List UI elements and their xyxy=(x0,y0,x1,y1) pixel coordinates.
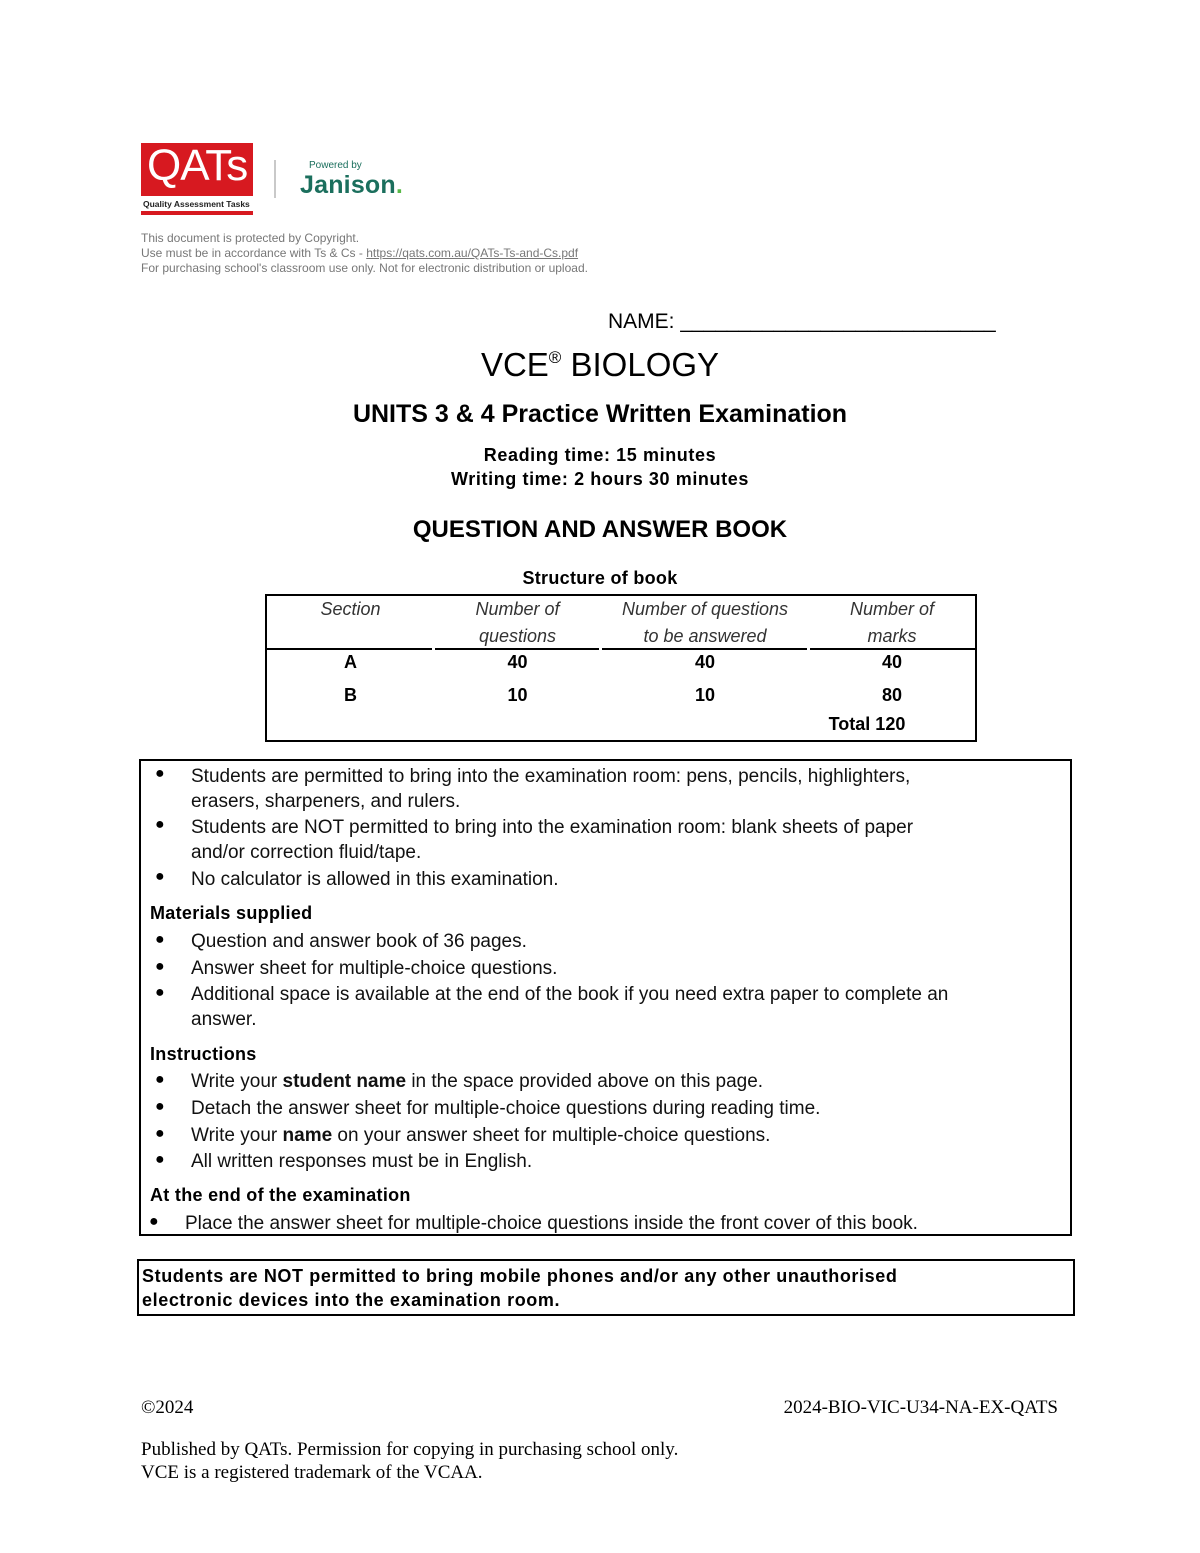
bullet-icon: ● xyxy=(155,1071,165,1088)
janison-logo xyxy=(300,171,403,200)
header-marks xyxy=(809,596,975,650)
row-a-section: A xyxy=(344,652,357,672)
structure-caption: Structure of book xyxy=(522,568,678,588)
header-questions-line2: questions xyxy=(478,626,557,646)
bullet-icon: ● xyxy=(155,1098,165,1115)
qats-logo xyxy=(141,143,253,215)
warning-line2: electronic devices into the examination room. xyxy=(142,1290,561,1310)
bullet-icon: ● xyxy=(155,1125,165,1142)
header-answered xyxy=(601,596,809,650)
bullet-icon: ● xyxy=(155,816,165,833)
name-field[interactable]: NAME: ___________________________ xyxy=(608,310,996,333)
warning-line1: Students are NOT permitted to bring mobile phones and/or any other unauthorised xyxy=(142,1266,898,1286)
header-rule xyxy=(435,648,599,650)
row-b-marks: 80 xyxy=(881,685,903,705)
instr3-bold: name xyxy=(282,1125,333,1146)
instruction-item-4: All written responses must be in English. xyxy=(191,1151,533,1172)
page-title xyxy=(0,346,1200,384)
row-b-section: B xyxy=(344,685,357,705)
footer-code: 2024-BIO-VIC-U34-NA-EX-QATS xyxy=(783,1397,1058,1418)
header-marks-line1: Number of xyxy=(849,599,935,619)
bullet-icon: ● xyxy=(155,1151,165,1168)
materials-item-3-line2: answer. xyxy=(191,1009,257,1030)
qats-logo-bar xyxy=(141,211,253,215)
bullet-icon: ● xyxy=(155,931,165,948)
header-rule xyxy=(267,648,432,650)
qats-logo-text: QATs xyxy=(147,141,248,190)
materials-heading: Materials supplied xyxy=(150,903,313,923)
row-a-answered: 40 xyxy=(694,652,716,672)
bullet-icon: ● xyxy=(155,765,165,782)
end-heading: At the end of the examination xyxy=(150,1185,411,1205)
copyright-notice-line1: This document is protected by Copyright. xyxy=(141,231,360,245)
instructions-heading: Instructions xyxy=(150,1044,257,1064)
permitted-item-2-line1: Students are NOT permitted to bring into the examination room: blank sheets of paper xyxy=(191,817,914,838)
row-b-questions: 10 xyxy=(507,685,528,705)
row-a-marks: 40 xyxy=(881,652,903,672)
instruction-item-3 xyxy=(191,1123,770,1148)
registered-mark: ® xyxy=(548,348,562,367)
header-section xyxy=(267,596,434,623)
writing-time: Writing time: 2 hours 30 minutes xyxy=(451,469,749,489)
header-answered-line2: to be answered xyxy=(643,626,767,646)
instr1-text: Write your xyxy=(191,1071,283,1092)
structure-table xyxy=(265,594,977,742)
header-rule xyxy=(602,648,807,650)
terms-prefix: Use must be in accordance with Ts & Cs - xyxy=(141,246,367,260)
warning-box xyxy=(137,1259,1075,1316)
instruction-item-1 xyxy=(191,1069,763,1094)
reading-time: Reading time: 15 minutes xyxy=(483,445,717,465)
header-answered-line1: Number of questions xyxy=(621,599,789,619)
materials-item-3-line1: Additional space is available at the end of the book if you need extra paper to complete an xyxy=(191,984,949,1005)
header-rule xyxy=(810,648,975,650)
footer-copyright: ©2024 xyxy=(141,1397,194,1418)
instr3-text: Write your xyxy=(191,1125,283,1146)
materials-item-2: Answer sheet for multiple-choice questions. xyxy=(191,958,558,979)
janison-text: Janison xyxy=(300,171,396,199)
header-marks-line2: marks xyxy=(867,626,917,646)
book-title: QUESTION AND ANSWER BOOK xyxy=(412,516,788,543)
instructions-box xyxy=(139,759,1072,1236)
instr1-text-end: in the space provided above on this page. xyxy=(406,1071,764,1092)
header-questions xyxy=(434,596,601,650)
janison-dot: . xyxy=(395,171,404,199)
title-vce: VCE xyxy=(480,346,549,383)
qats-tagline: Quality Assessment Tasks xyxy=(143,199,250,209)
end-item-1: Place the answer sheet for multiple-choice questions inside the front cover of this book. xyxy=(185,1213,918,1234)
bullet-icon: ● xyxy=(155,984,165,1001)
permitted-item-3: No calculator is allowed in this examination. xyxy=(191,869,559,890)
materials-item-1: Question and answer book of 36 pages. xyxy=(191,931,527,952)
title-subject: BIOLOGY xyxy=(561,346,720,383)
total-marks: Total 120 xyxy=(828,714,906,734)
exam-subtitle: UNITS 3 & 4 Practice Written Examination xyxy=(352,400,848,428)
row-b-answered: 10 xyxy=(694,685,716,705)
bullet-icon: ● xyxy=(155,958,165,975)
row-a-questions: 40 xyxy=(507,652,528,672)
footer-trademark: VCE is a registered trademark of the VCAA. xyxy=(141,1462,483,1483)
bullet-icon: ● xyxy=(149,1213,159,1230)
instr3-text-end: on your answer sheet for multiple-choice questions. xyxy=(332,1125,771,1146)
copyright-notice-line2 xyxy=(141,246,578,260)
instruction-item-2: Detach the answer sheet for multiple-choice questions during reading time. xyxy=(191,1098,821,1119)
powered-by-label: Powered by xyxy=(309,160,362,171)
copyright-notice-line3: For purchasing school's classroom use only. Not for electronic distribution or upload. xyxy=(141,261,588,275)
bullet-icon: ● xyxy=(155,868,165,885)
header-questions-line1: Number of xyxy=(475,599,560,619)
permitted-item-1-line2: erasers, sharpeners, and rulers. xyxy=(191,791,461,812)
terms-link[interactable]: https://qats.com.au/QATs-Ts-and-Cs.pdf xyxy=(366,246,579,260)
logo-divider xyxy=(274,160,276,198)
instr1-bold: student name xyxy=(282,1071,407,1092)
header-section-line1: Section xyxy=(320,599,381,619)
footer-published: Published by QATs. Permission for copying in purchasing school only. xyxy=(141,1439,679,1460)
permitted-item-2-line2: and/or correction fluid/tape. xyxy=(191,842,422,863)
permitted-item-1-line1: Students are permitted to bring into the examination room: pens, pencils, highlighters, xyxy=(191,766,911,787)
